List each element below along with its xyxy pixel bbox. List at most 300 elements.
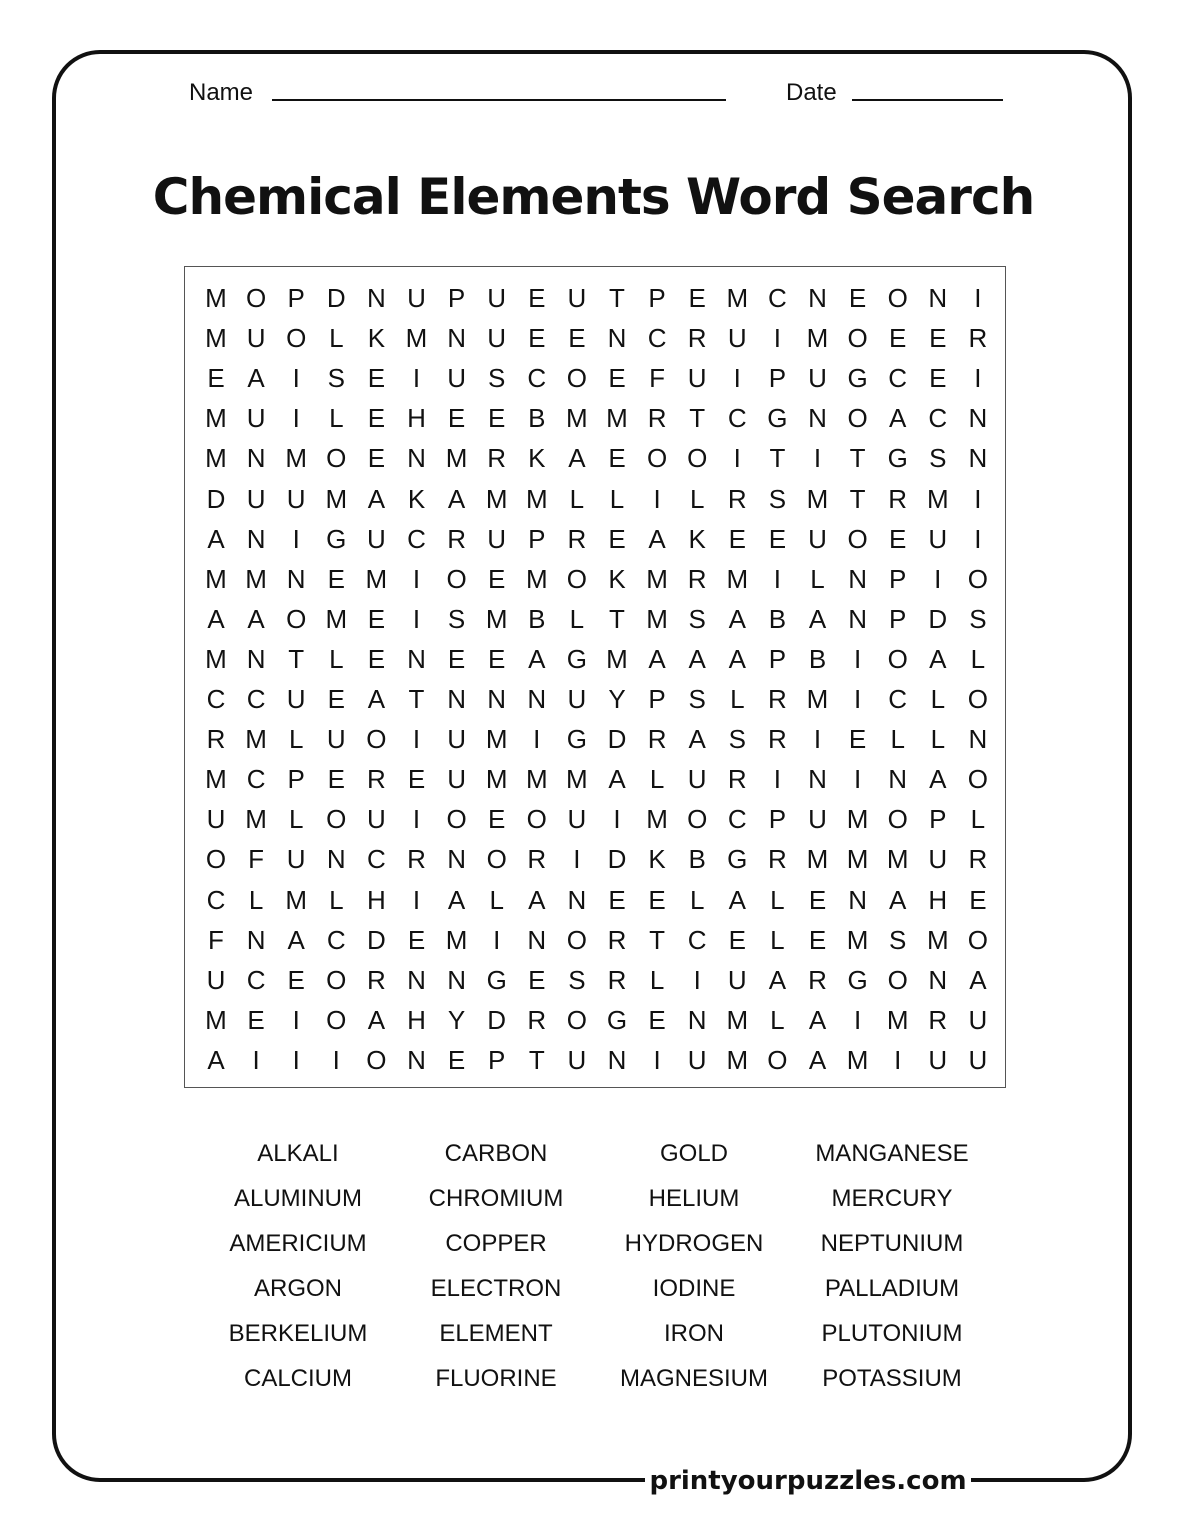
grid-letter[interactable]: F [248,844,265,875]
grid-letter[interactable]: M [606,403,628,434]
grid-letter[interactable]: R [607,964,627,995]
grid-letter[interactable]: P [768,643,787,674]
grid-letter[interactable]: I [853,1004,862,1035]
grid-letter[interactable]: U [367,523,386,554]
grid-letter[interactable]: Y [447,1004,466,1035]
grid-letter[interactable]: N [848,563,867,594]
grid-letter[interactable]: R [928,1004,948,1035]
grid-letter[interactable]: E [488,563,506,594]
grid-letter[interactable]: E [407,924,426,955]
grid-letter[interactable]: E [728,523,746,554]
grid-letter[interactable]: E [608,443,626,474]
grid-letter[interactable]: Y [608,684,626,714]
grid-letter[interactable]: R [968,844,988,875]
grid-letter[interactable]: G [767,403,788,434]
grid-letter[interactable]: A [889,884,907,915]
grid-letter[interactable]: U [687,1044,707,1075]
grid-letter[interactable]: T [689,403,706,434]
grid-letter[interactable]: O [967,924,988,955]
grid-letter[interactable]: I [653,483,661,514]
grid-letter[interactable]: M [485,764,508,795]
grid-letter[interactable]: R [206,724,226,755]
grid-letter[interactable]: U [928,844,948,875]
grid-letter[interactable]: C [687,924,707,955]
grid-letter[interactable]: N [326,844,346,875]
grid-letter[interactable]: D [607,844,627,875]
grid-letter[interactable]: P [648,684,666,714]
grid-letter[interactable]: I [412,603,421,634]
grid-letter[interactable]: A [808,603,827,634]
grid-letter[interactable]: S [488,363,506,394]
grid-letter[interactable]: A [568,443,586,474]
grid-letter[interactable]: S [568,964,586,995]
grid-letter[interactable]: N [808,283,827,313]
grid-letter[interactable]: M [325,603,348,634]
grid-letter[interactable]: E [207,363,225,394]
grid-letter[interactable]: L [930,684,946,714]
grid-letter[interactable]: R [407,844,426,875]
grid-letter[interactable]: E [528,283,546,313]
grid-letter[interactable]: L [649,764,665,795]
grid-letter[interactable]: O [326,443,347,474]
grid-letter[interactable]: N [407,1044,426,1075]
grid-letter[interactable]: O [526,804,547,835]
grid-letter[interactable]: R [768,684,787,714]
grid-letter[interactable]: O [646,443,668,474]
grid-letter[interactable]: D [607,724,627,755]
grid-letter[interactable]: M [726,283,749,313]
grid-letter[interactable]: R [727,483,747,514]
grid-letter[interactable]: K [367,323,386,354]
grid-letter[interactable]: I [613,804,621,835]
grid-letter[interactable]: N [246,643,266,674]
grid-letter[interactable]: A [728,884,746,915]
grid-letter[interactable]: L [329,403,344,434]
grid-letter[interactable]: A [207,1044,225,1075]
grid-letter[interactable]: U [447,764,466,795]
grid-letter[interactable]: I [974,363,982,394]
grid-letter[interactable]: L [810,563,825,594]
grid-letter[interactable]: D [326,283,346,313]
grid-letter[interactable]: N [447,844,466,875]
grid-letter[interactable]: U [928,523,948,554]
grid-letter[interactable]: O [326,964,347,995]
grid-letter[interactable]: O [887,804,908,835]
grid-letter[interactable]: N [808,403,827,434]
grid-letter[interactable]: U [727,323,747,354]
grid-letter[interactable]: L [770,924,785,955]
grid-letter[interactable]: I [853,643,862,674]
grid-letter[interactable]: L [489,884,504,915]
grid-letter[interactable]: U [808,363,827,394]
grid-letter[interactable]: I [332,1044,340,1075]
grid-letter[interactable]: A [929,764,947,795]
grid-letter[interactable]: O [847,403,868,434]
grid-letter[interactable]: A [447,483,466,514]
grid-letter[interactable]: S [728,724,746,755]
grid-letter[interactable]: U [487,323,507,354]
grid-letter[interactable]: E [287,964,305,995]
grid-letter[interactable]: I [412,563,421,594]
grid-letter[interactable]: N [848,603,867,634]
grid-letter[interactable]: M [566,764,588,795]
grid-letter[interactable]: P [488,1044,506,1075]
grid-letter[interactable]: R [808,964,827,995]
grid-letter[interactable]: P [929,804,947,835]
grid-letter[interactable]: T [408,684,425,714]
grid-letter[interactable]: R [447,523,466,554]
grid-letter[interactable]: K [407,483,426,514]
grid-letter[interactable]: A [889,403,907,434]
grid-letter[interactable]: K [688,523,706,554]
grid-letter[interactable]: O [767,1044,788,1075]
grid-letter[interactable]: K [528,443,546,474]
grid-letter[interactable]: N [407,443,426,474]
grid-letter[interactable]: N [687,1004,707,1035]
grid-letter[interactable]: P [768,363,787,394]
grid-letter[interactable]: N [928,283,948,313]
grid-letter[interactable]: N [527,924,547,955]
grid-letter[interactable]: N [367,283,386,313]
grid-letter[interactable]: U [206,804,226,835]
grid-letter[interactable]: I [533,724,541,755]
grid-letter[interactable]: E [367,603,386,634]
grid-letter[interactable]: E [488,643,506,674]
grid-letter[interactable]: M [566,403,588,434]
grid-letter[interactable]: I [813,443,822,474]
grid-letter[interactable]: E [688,283,706,313]
grid-letter[interactable]: A [688,643,706,674]
grid-letter[interactable]: D [206,483,226,514]
grid-letter[interactable]: N [407,964,426,995]
grid-letter[interactable]: E [407,764,426,795]
grid-letter[interactable]: B [768,603,787,634]
grid-letter[interactable]: S [327,363,345,394]
grid-letter[interactable]: L [770,1004,785,1035]
grid-letter[interactable]: A [969,964,987,995]
grid-letter[interactable]: I [693,964,701,995]
grid-letter[interactable]: N [968,443,988,474]
grid-letter[interactable]: I [773,563,781,594]
grid-letter[interactable]: B [528,603,546,634]
grid-letter[interactable]: A [808,1004,827,1035]
grid-letter[interactable]: A [528,884,546,915]
grid-letter[interactable]: I [733,363,741,394]
grid-letter[interactable]: E [848,724,867,755]
grid-letter[interactable]: O [687,804,708,835]
grid-letter[interactable]: A [929,643,947,674]
grid-letter[interactable]: C [647,323,667,354]
grid-letter[interactable]: U [727,964,747,995]
grid-letter[interactable]: O [286,603,307,634]
grid-letter[interactable]: T [849,483,866,514]
grid-letter[interactable]: G [486,964,507,995]
grid-letter[interactable]: M [846,804,869,835]
grid-letter[interactable]: P [287,283,305,313]
grid-letter[interactable]: I [292,1044,300,1075]
grid-letter[interactable]: U [808,523,827,554]
grid-letter[interactable]: I [292,523,300,554]
grid-letter[interactable]: I [292,363,300,394]
grid-letter[interactable]: M [445,924,468,955]
grid-letter[interactable]: E [728,924,746,955]
grid-letter[interactable]: U [447,363,466,394]
grid-letter[interactable]: I [412,804,421,835]
grid-letter[interactable]: C [407,523,426,554]
grid-letter[interactable]: E [327,764,345,795]
grid-letter[interactable]: A [608,764,626,795]
grid-letter[interactable]: S [969,603,987,634]
grid-letter[interactable]: H [407,403,426,434]
grid-letter[interactable]: U [246,483,266,514]
grid-letter[interactable]: C [246,964,266,995]
grid-letter[interactable]: M [205,283,227,313]
grid-letter[interactable]: A [528,643,546,674]
grid-letter[interactable]: E [327,563,345,594]
grid-letter[interactable]: U [246,323,266,354]
grid-letter[interactable]: T [649,924,666,955]
grid-letter[interactable]: U [567,283,587,313]
grid-letter[interactable]: O [446,563,467,594]
grid-letter[interactable]: L [609,483,625,514]
grid-letter[interactable]: M [726,1004,749,1035]
grid-letter[interactable]: M [205,563,227,594]
grid-letter[interactable]: E [889,323,907,354]
grid-letter[interactable]: H [367,884,386,915]
grid-letter[interactable]: D [928,603,948,634]
grid-letter[interactable]: U [808,804,827,835]
grid-letter[interactable]: U [246,403,266,434]
grid-letter[interactable]: P [287,764,305,795]
grid-letter[interactable]: T [849,443,866,474]
grid-letter[interactable]: B [528,403,546,434]
grid-letter[interactable]: M [726,563,749,594]
grid-letter[interactable]: M [846,924,869,955]
grid-letter[interactable]: A [648,643,666,674]
grid-letter[interactable]: E [929,363,947,394]
grid-letter[interactable]: C [206,684,226,714]
grid-letter[interactable]: T [288,643,305,674]
grid-letter[interactable]: O [366,1044,387,1075]
grid-letter[interactable]: P [648,283,666,313]
grid-letter[interactable]: C [928,403,948,434]
grid-letter[interactable]: A [367,1004,386,1035]
grid-letter[interactable]: I [733,443,741,474]
grid-letter[interactable]: L [970,643,986,674]
grid-letter[interactable]: O [967,563,988,594]
grid-letter[interactable]: R [768,724,787,755]
grid-letter[interactable]: G [727,844,748,875]
grid-letter[interactable]: R [727,764,747,795]
grid-letter[interactable]: I [573,844,581,875]
grid-letter[interactable]: N [567,884,587,915]
grid-letter[interactable]: P [889,603,907,634]
grid-letter[interactable]: U [206,964,226,995]
grid-letter[interactable]: L [248,884,264,915]
grid-letter[interactable]: K [608,563,626,594]
grid-letter[interactable]: S [889,924,907,955]
grid-letter[interactable]: I [974,483,982,514]
grid-letter[interactable]: N [246,443,266,474]
grid-letter[interactable]: M [245,563,267,594]
grid-letter[interactable]: E [929,323,947,354]
grid-letter[interactable]: E [447,1044,466,1075]
grid-letter[interactable]: A [287,924,305,955]
grid-letter[interactable]: L [770,884,785,915]
grid-letter[interactable]: R [527,1004,547,1035]
grid-letter[interactable]: N [447,964,466,995]
grid-letter[interactable]: E [367,643,386,674]
grid-letter[interactable]: R [487,443,507,474]
grid-letter[interactable]: A [688,724,706,755]
grid-letter[interactable]: A [728,603,746,634]
grid-letter[interactable]: A [207,603,225,634]
grid-letter[interactable]: C [206,884,226,915]
grid-letter[interactable]: E [848,283,867,313]
grid-letter[interactable]: S [447,603,466,634]
grid-letter[interactable]: T [609,603,625,634]
grid-letter[interactable]: A [367,483,386,514]
grid-letter[interactable]: I [412,363,421,394]
grid-letter[interactable]: U [687,363,707,394]
grid-letter[interactable]: G [887,443,908,474]
grid-letter[interactable]: M [926,924,949,955]
grid-letter[interactable]: L [329,323,344,354]
grid-letter[interactable]: L [930,724,946,755]
grid-letter[interactable]: N [808,764,827,795]
grid-letter[interactable]: N [968,403,988,434]
grid-letter[interactable]: M [325,483,348,514]
grid-letter[interactable]: O [326,804,347,835]
grid-letter[interactable]: K [648,844,666,875]
grid-letter[interactable]: C [326,924,346,955]
grid-letter[interactable]: N [848,884,867,915]
grid-letter[interactable]: T [528,1044,545,1075]
grid-letter[interactable]: I [653,1044,661,1075]
grid-letter[interactable]: O [286,323,307,354]
grid-letter[interactable]: I [853,764,862,795]
grid-letter[interactable]: C [888,363,908,394]
grid-letter[interactable]: A [768,964,787,995]
grid-letter[interactable]: E [247,1004,265,1035]
grid-letter[interactable]: O [486,844,507,875]
grid-letter[interactable]: M [726,1044,749,1075]
grid-letter[interactable]: G [847,964,868,995]
grid-letter[interactable]: C [246,684,266,714]
grid-letter[interactable]: U [367,804,386,835]
grid-letter[interactable]: P [528,523,546,554]
grid-letter[interactable]: E [488,804,506,835]
grid-letter[interactable]: I [292,403,300,434]
grid-letter[interactable]: L [649,964,665,995]
grid-letter[interactable]: M [646,603,668,634]
grid-letter[interactable]: A [648,523,666,554]
grid-letter[interactable]: R [647,724,667,755]
grid-letter[interactable]: M [285,884,308,915]
grid-letter[interactable]: O [566,924,587,955]
grid-letter[interactable]: N [888,764,908,795]
grid-letter[interactable]: N [968,724,988,755]
grid-letter[interactable]: R [687,563,707,594]
grid-letter[interactable]: R [367,964,386,995]
grid-letter[interactable]: R [607,924,627,955]
grid-letter[interactable]: L [689,483,705,514]
grid-letter[interactable]: F [208,924,224,955]
grid-letter[interactable]: M [806,844,829,875]
grid-letter[interactable]: O [967,764,988,795]
grid-letter[interactable]: M [646,804,668,835]
grid-letter[interactable]: R [647,403,667,434]
grid-letter[interactable]: M [806,483,829,514]
grid-letter[interactable]: D [487,1004,507,1035]
grid-letter[interactable]: A [207,523,225,554]
grid-letter[interactable]: M [205,1004,227,1035]
grid-letter[interactable]: O [967,684,988,714]
grid-letter[interactable]: E [447,643,466,674]
grid-letter[interactable]: I [493,924,501,955]
grid-letter[interactable]: R [687,323,707,354]
grid-letter[interactable]: E [768,523,787,554]
grid-letter[interactable]: I [412,724,421,755]
grid-letter[interactable]: O [205,844,227,875]
grid-letter[interactable]: R [968,323,988,354]
grid-letter[interactable]: C [727,804,747,835]
grid-letter[interactable]: T [609,283,625,313]
grid-letter[interactable]: M [205,643,227,674]
grid-letter[interactable]: G [326,523,347,554]
grid-letter[interactable]: E [488,403,506,434]
grid-letter[interactable]: G [566,724,587,755]
grid-letter[interactable]: I [773,323,781,354]
grid-letter[interactable]: A [247,603,265,634]
grid-letter[interactable]: L [288,724,304,755]
grid-letter[interactable]: C [768,283,787,313]
grid-letter[interactable]: S [688,603,706,634]
grid-letter[interactable]: S [688,684,706,714]
grid-letter[interactable]: E [447,403,466,434]
grid-letter[interactable]: N [527,684,547,714]
grid-letter[interactable]: I [292,1004,300,1035]
grid-letter[interactable]: M [525,483,548,514]
grid-letter[interactable]: L [890,724,905,755]
grid-letter[interactable]: O [687,443,708,474]
grid-letter[interactable]: M [846,1044,869,1075]
grid-letter[interactable]: U [286,684,306,714]
grid-letter[interactable]: U [567,804,587,835]
grid-letter[interactable]: U [567,1044,587,1075]
grid-letter[interactable]: M [485,483,508,514]
grid-letter[interactable]: E [608,523,626,554]
grid-letter[interactable]: U [567,684,587,714]
grid-letter[interactable]: G [847,363,868,394]
grid-letter[interactable]: M [245,724,267,755]
grid-letter[interactable]: O [566,1004,587,1035]
grid-letter[interactable]: U [928,1044,948,1075]
grid-letter[interactable]: L [329,643,344,674]
grid-letter[interactable]: E [367,443,386,474]
grid-letter[interactable]: B [688,844,706,875]
grid-letter[interactable]: E [648,884,666,915]
grid-letter[interactable]: M [205,764,227,795]
grid-letter[interactable]: M [365,563,388,594]
grid-letter[interactable]: H [928,884,948,915]
grid-letter[interactable]: P [889,563,907,594]
grid-letter[interactable]: M [806,323,829,354]
grid-letter[interactable]: O [887,964,908,995]
grid-letter[interactable]: A [447,884,466,915]
grid-letter[interactable]: E [808,924,827,955]
grid-letter[interactable]: I [934,563,942,594]
